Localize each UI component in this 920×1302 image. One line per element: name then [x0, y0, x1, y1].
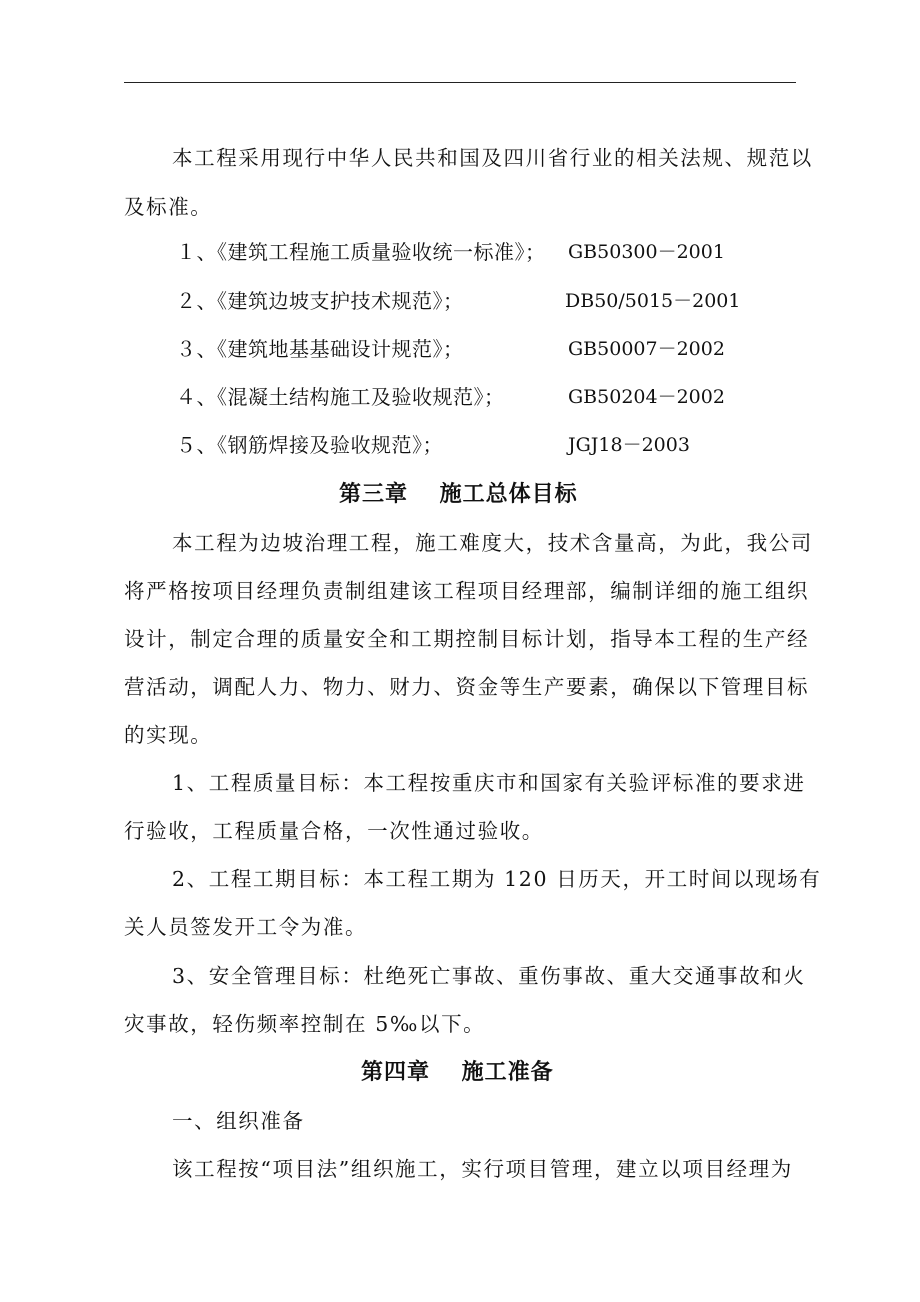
- chapter-4-para-line-1: 该工程按“项目法”组织施工，实行项目管理，建立以项目经理为: [172, 1157, 793, 1181]
- reference-code-4: GB50204－2002: [568, 386, 725, 408]
- header-rule: [124, 82, 796, 83]
- quality-goal-line-1: 1、工程质量目标：本工程按重庆市和国家有关验评标准的要求进: [172, 771, 806, 795]
- reference-title-5: ５、《钢筋焊接及验收规范》；: [176, 433, 443, 457]
- reference-title-4: ４、《混凝土结构施工及验收规范》；: [176, 385, 505, 409]
- schedule-goal-line-2: 关人员签发开工令为准。: [124, 915, 368, 939]
- reference-code-2: DB50/5015－2001: [565, 290, 741, 312]
- reference-title-1: １、《建筑工程施工质量验收统一标准》；: [176, 240, 546, 264]
- quality-goal-line-2: 行验收，工程质量合格，一次性通过验收。: [124, 819, 544, 843]
- chapter-3-para-line-2: 将严格按项目经理负责制组建该工程项目经理部，编制详细的施工组织: [124, 579, 810, 603]
- organization-prep-subheading: 一、组织准备: [172, 1109, 305, 1133]
- reference-code-5: JGJ18－2003: [568, 434, 690, 456]
- intro-line-1: 本工程采用现行中华人民共和国及四川省行业的相关法规、规范以: [172, 146, 813, 170]
- chapter-3-para-line-3: 设计，制定合理的质量安全和工期控制目标计划，指导本工程的生产经: [124, 627, 810, 651]
- schedule-goal-line-1: 2、工程工期目标：本工程工期为 120 日历天，开工时间以现场有: [172, 867, 822, 891]
- reference-code-1: GB50300－2001: [568, 241, 725, 263]
- reference-code-3: GB50007－2002: [568, 338, 725, 360]
- safety-goal-line-1: 3、安全管理目标：杜绝死亡事故、重伤事故、重大交通事故和火: [172, 964, 806, 988]
- chapter-3-heading: 第三章 施工总体目标: [339, 481, 578, 507]
- reference-title-3: ３、《建筑地基基础设计规范》；: [176, 337, 464, 361]
- chapter-3-para-line-4: 营活动，调配人力、物力、财力、资金等生产要素，确保以下管理目标: [124, 675, 810, 699]
- safety-goal-line-2: 灾事故，轻伤频率控制在 5‰以下。: [124, 1012, 486, 1036]
- chapter-3-para-line-5: 的实现。: [124, 723, 213, 747]
- chapter-4-heading: 第四章 施工准备: [361, 1059, 554, 1085]
- reference-title-2: ２、《建筑边坡支护技术规范》；: [176, 289, 464, 313]
- chapter-3-para-line-1: 本工程为边坡治理工程，施工难度大，技术含量高，为此，我公司: [172, 531, 813, 555]
- intro-line-2: 及标准。: [124, 195, 213, 219]
